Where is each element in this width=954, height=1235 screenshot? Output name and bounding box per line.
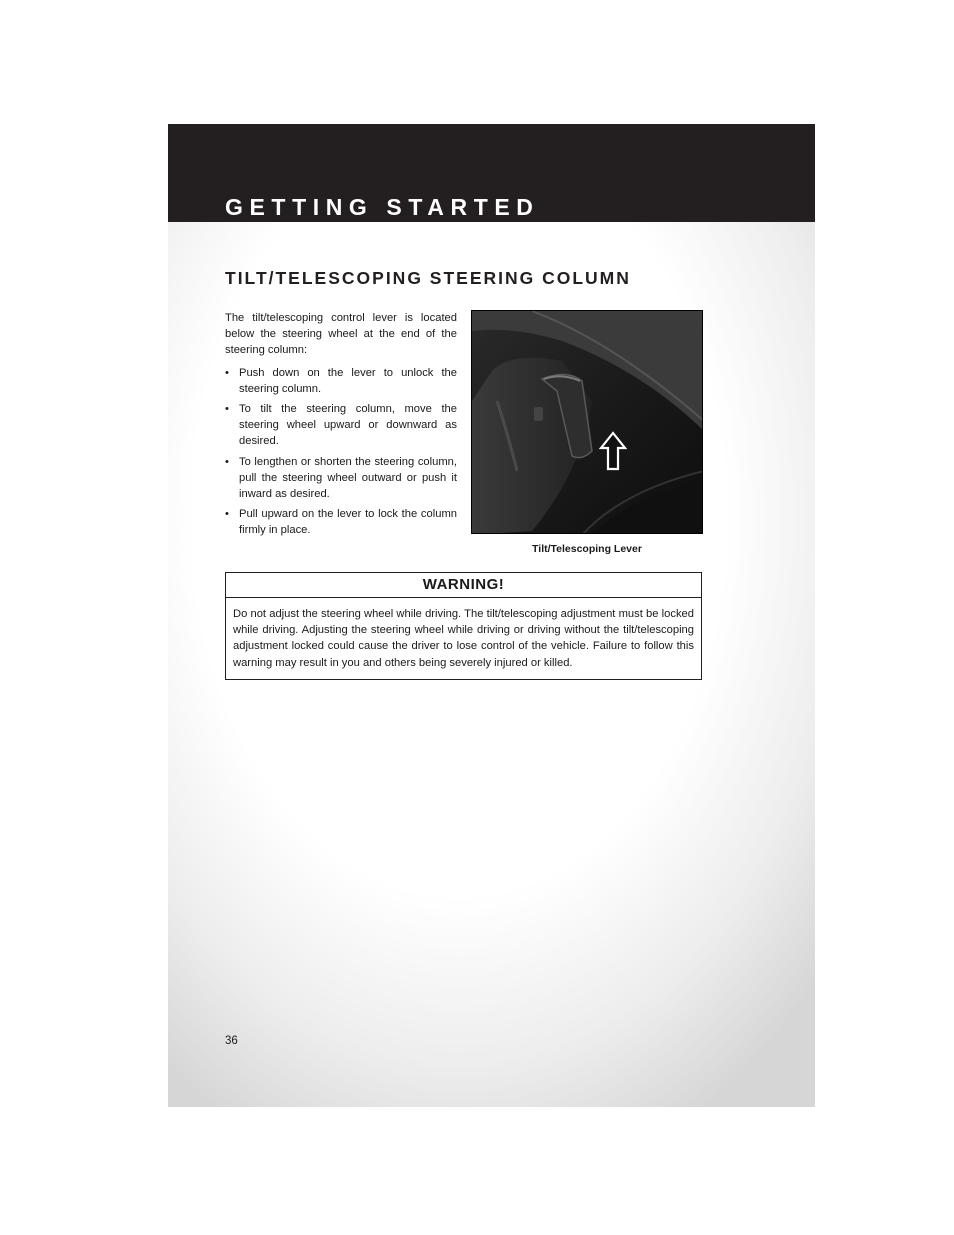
intro-paragraph: The tilt/telescoping control lever is located below the steering wheel at the end of the steering column: <box>225 312 457 357</box>
bullet-icon: • <box>225 403 229 416</box>
list-item-text: To lengthen or shorten the steering column, pull the steering wheel outward or push it inward as desired. <box>239 455 457 501</box>
section-title: TILT/TELESCOPING STEERING COLUMN <box>225 268 631 288</box>
steering-lever-photo <box>471 310 703 534</box>
list-item-text: Pull upward on the lever to lock the column firmly in place. <box>239 508 457 537</box>
list-item <box>225 454 457 503</box>
list-item <box>225 365 457 397</box>
bullet-icon: • <box>225 366 229 379</box>
warning-heading: WARNING! <box>226 573 701 598</box>
body-text <box>225 310 457 543</box>
list-item <box>225 506 457 538</box>
section-header-bar <box>168 124 815 222</box>
list-item <box>225 401 457 450</box>
bullet-icon: • <box>225 508 229 521</box>
chapter-title: GETTING STARTED <box>225 194 540 220</box>
steering-lever-illustration <box>472 311 703 534</box>
warning-box <box>225 572 702 680</box>
page-number: 36 <box>225 1035 238 1047</box>
instruction-list <box>225 365 457 539</box>
list-item-text: To tilt the steering column, move the steering wheel upward or downward as desired. <box>239 403 457 448</box>
manual-page <box>168 124 815 1107</box>
list-item-text: Push down on the lever to unlock the steering column. <box>239 366 457 395</box>
bullet-icon: • <box>225 455 229 468</box>
warning-text: Do not adjust the steering wheel while driving. The tilt/telescoping adjustment must be locked while driving. Adjusting the steering wheel while driving or driving without the tilt/telescoping adjustment locked could cause the driver to lose control of the vehicle. Failure to follow this warning may result in you and others being severely injured or killed. <box>233 608 694 669</box>
figure-caption: Tilt/Telescoping Lever <box>532 543 642 555</box>
